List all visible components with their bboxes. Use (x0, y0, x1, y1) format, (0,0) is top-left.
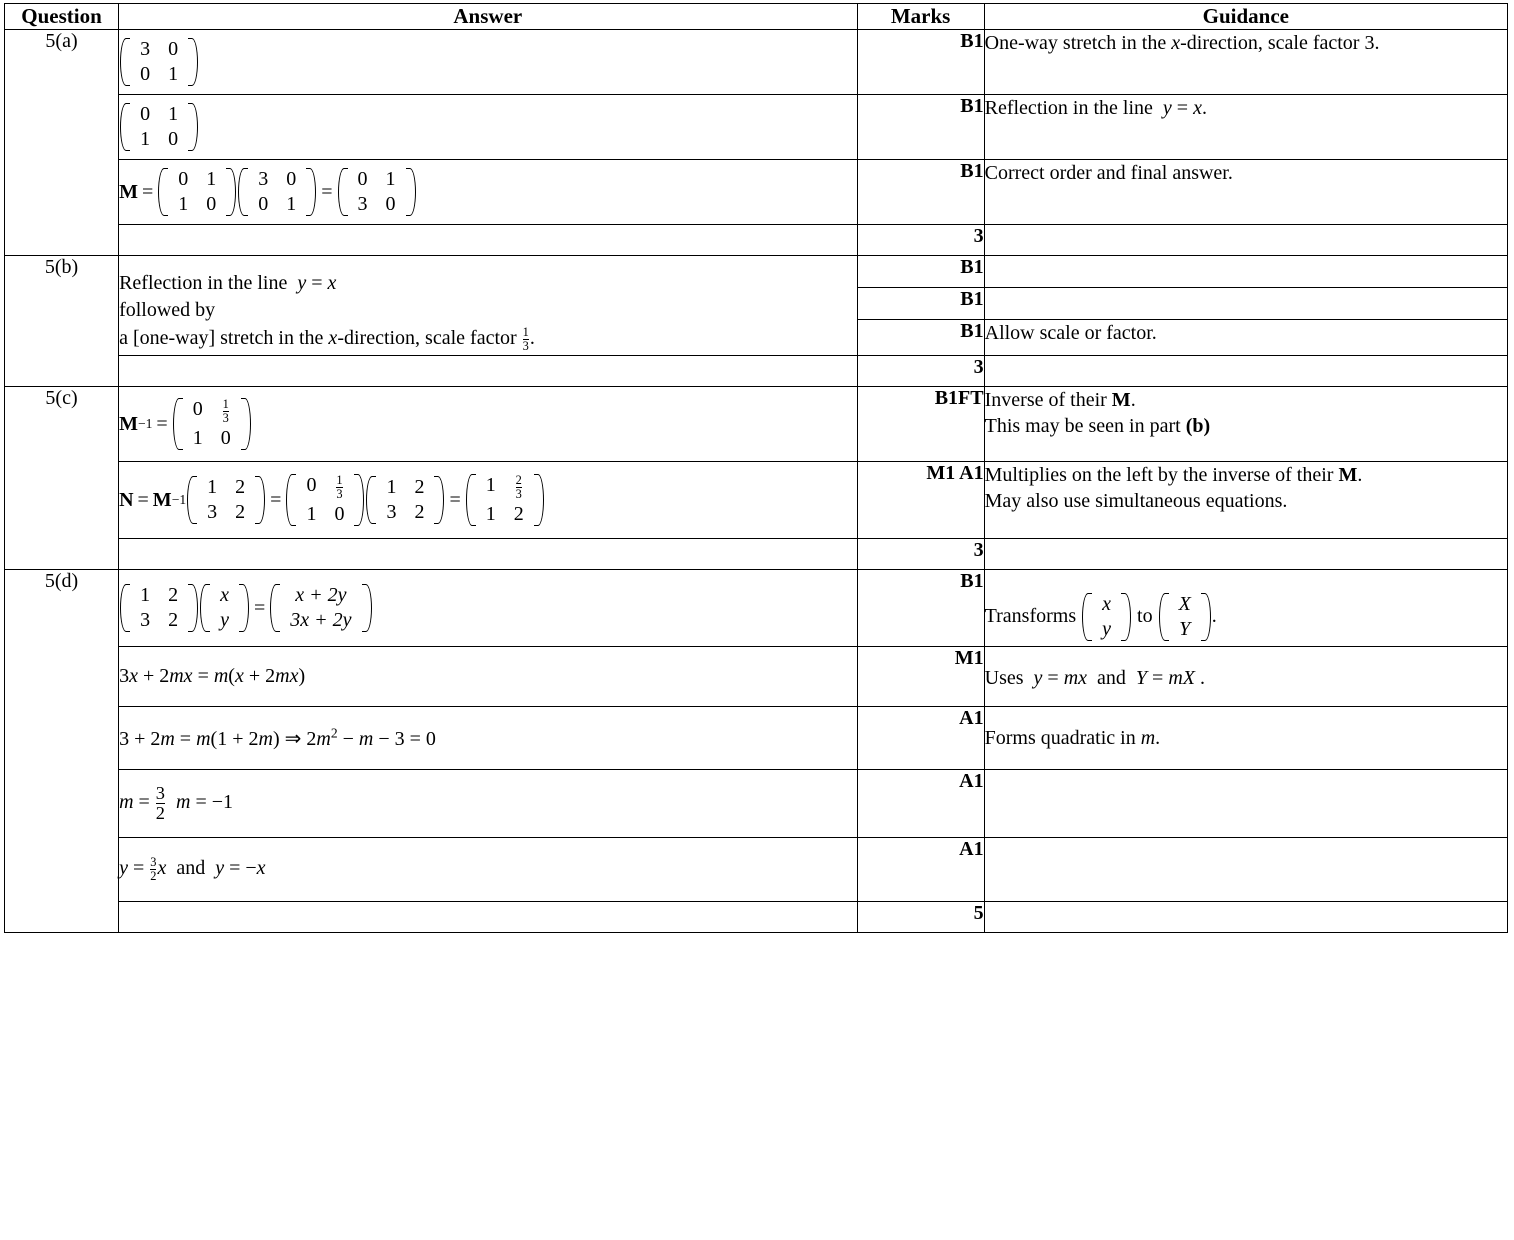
vector-result: x + 2y 3x + 2y (270, 583, 371, 633)
guidance-line: May also use simultaneous equations. (984, 490, 1288, 513)
matrix-3-0-0-1: 3 0 0 1 (120, 37, 198, 87)
question-label: 5(b) (5, 256, 119, 387)
marks-total: 3 (857, 356, 984, 387)
guidance-cell (984, 570, 1507, 647)
marks-cell: B1 (857, 30, 984, 95)
question-label: 5(d) (5, 570, 119, 933)
answer-cell (119, 30, 857, 95)
question-label: 5(c) (5, 387, 119, 570)
table-row (5, 95, 1508, 160)
marks-cell: B1 (857, 95, 984, 160)
equation-N: N = M −1 1 2 3 2 = 0 $\frac{1}{3}$ 1 0 1 2 3 2 = 1 $\frac{2}{3}$ 1 2 (119, 462, 856, 538)
answer-cell (119, 838, 857, 902)
table-row (5, 225, 1508, 256)
guidance-text: Transforms x y to X Y . (984, 593, 1217, 641)
answer-cell (119, 707, 857, 770)
guidance-cell: Correct order and final answer. (984, 160, 1507, 225)
marks-cell: M1 (857, 647, 984, 707)
answer-cell (119, 570, 857, 647)
answer-cell-empty (119, 539, 857, 570)
guidance-cell (984, 387, 1507, 462)
guidance-cell-empty (984, 287, 1507, 319)
guidance-text: Reflection in the line y = x. (984, 97, 1207, 119)
guidance-line: This may be seen in part (b) (984, 415, 1211, 438)
header-question: Question (5, 4, 119, 30)
marks-cell: B1FT (857, 387, 984, 462)
guidance-cell-empty (984, 225, 1507, 256)
matrix-1-twothirds-1-2: 1 $\frac{2}{3}$ 1 2 (466, 473, 544, 527)
guidance-text: One-way stretch in the x-direction, scale factor 3. (984, 32, 1380, 54)
guidance-cell (984, 647, 1507, 707)
guidance-cell-empty (984, 902, 1507, 933)
guidance-cell-empty (984, 838, 1507, 902)
table-row (5, 902, 1508, 933)
answer-equation: $y = \frac{3}{2}$ x and y = −x (119, 855, 266, 884)
table-row (5, 647, 1508, 707)
matrix-0-third-1-0: 0 $\frac{1}{3}$ 1 0 (286, 473, 364, 527)
marks-total: 3 (857, 225, 984, 256)
guidance-cell-empty (984, 356, 1507, 387)
guidance-cell (984, 95, 1507, 160)
table-row (5, 356, 1508, 387)
answer-cell (119, 160, 857, 225)
marks-cell: B1 (857, 256, 984, 288)
table-row (5, 30, 1508, 95)
vector-x-y: x y (1082, 592, 1131, 642)
table-header-row (5, 4, 1508, 30)
answer-equation: 3x + 2mx = m(x + 2mx) (119, 665, 306, 688)
answer-equation: $m = \frac{3}{2}$ m = −1 (119, 782, 234, 823)
answer-line: a [one-way] stretch in the x-direction, scale factor $\frac{1}{3}$ . (119, 325, 535, 354)
guidance-cell (984, 30, 1507, 95)
table-row (5, 570, 1508, 647)
matrix-1-2-3-2: 1 2 3 2 (120, 583, 198, 633)
answer-cell (119, 769, 857, 838)
guidance-cell-empty (984, 769, 1507, 838)
mark-scheme-page (0, 3, 1514, 1240)
table-row (5, 838, 1508, 902)
matrix-0-1-1-0: 0 1 1 0 (120, 102, 198, 152)
guidance-line: Inverse of their M. (984, 389, 1136, 412)
answer-cell (119, 95, 857, 160)
answer-cell (119, 462, 857, 539)
marks-cell: B1 (857, 319, 984, 355)
table-row (5, 539, 1508, 570)
marks-total: 3 (857, 539, 984, 570)
answer-cell (119, 387, 857, 462)
guidance-cell (984, 707, 1507, 770)
guidance-cell-empty (984, 539, 1507, 570)
marks-cell: A1 (857, 838, 984, 902)
guidance-line: Multiplies on the left by the inverse of their M. (984, 464, 1363, 487)
answer-cell-empty (119, 902, 857, 933)
matrix-0-1-3-0: 0 1 3 0 (338, 167, 416, 217)
table-row (5, 769, 1508, 838)
marks-cell: A1 (857, 707, 984, 770)
marks-cell: A1 (857, 769, 984, 838)
marks-cell: B1 (857, 160, 984, 225)
equation-transform: 1 2 3 2 x y = x + 2y 3x + 2y (119, 570, 856, 646)
matrix-1-2-3-2: 1 2 3 2 (366, 475, 444, 525)
question-label: 5(a) (5, 30, 119, 256)
equation-M: M = 0 1 1 0 3 0 0 1 = 0 1 3 0 (119, 160, 856, 224)
answer-line: Reflection in the line y = x (119, 272, 337, 294)
guidance-text: Forms quadratic in m. (984, 727, 1161, 750)
answer-line: followed by (119, 299, 216, 321)
equation-M-inverse: M −1 = 0 $\frac{1}{3}$ 1 0 (119, 387, 856, 461)
matrix-3-0-0-1: 3 0 0 1 (238, 167, 316, 217)
marks-cell: B1 (857, 287, 984, 319)
header-answer: Answer (119, 4, 857, 30)
matrix-0-1-1-0: 0 1 1 0 (158, 167, 236, 217)
guidance-cell-empty (984, 256, 1507, 288)
vector-X-Y: X Y (1159, 592, 1211, 642)
table-row (5, 256, 1508, 288)
answer-cell-empty (119, 225, 857, 256)
table-row (5, 462, 1508, 539)
marks-cell: M1 A1 (857, 462, 984, 539)
marks-total: 5 (857, 902, 984, 933)
table-row (5, 387, 1508, 462)
guidance-cell (984, 462, 1507, 539)
answer-equation: 3 + 2m = m(1 + 2m) ⇒ $2m^2 - m - 3 = 0$ (119, 725, 436, 750)
matrix-1-2-3-2: 1 2 3 2 (187, 475, 265, 525)
guidance-cell: Allow scale or factor. (984, 319, 1507, 355)
vector-x-y: x y (200, 583, 249, 633)
answer-cell (119, 647, 857, 707)
header-guidance: Guidance (984, 4, 1507, 30)
guidance-text: Uses y = mx and Y = mX . (984, 667, 1205, 690)
header-marks: Marks (857, 4, 984, 30)
marks-cell: B1 (857, 570, 984, 647)
table-row (5, 160, 1508, 225)
mark-scheme-table (4, 3, 1508, 933)
matrix-0-third-1-0: 0 $\frac{1}{3}$ 1 0 (173, 397, 251, 451)
answer-cell-empty (119, 356, 857, 387)
table-row (5, 707, 1508, 770)
answer-cell (119, 256, 857, 356)
